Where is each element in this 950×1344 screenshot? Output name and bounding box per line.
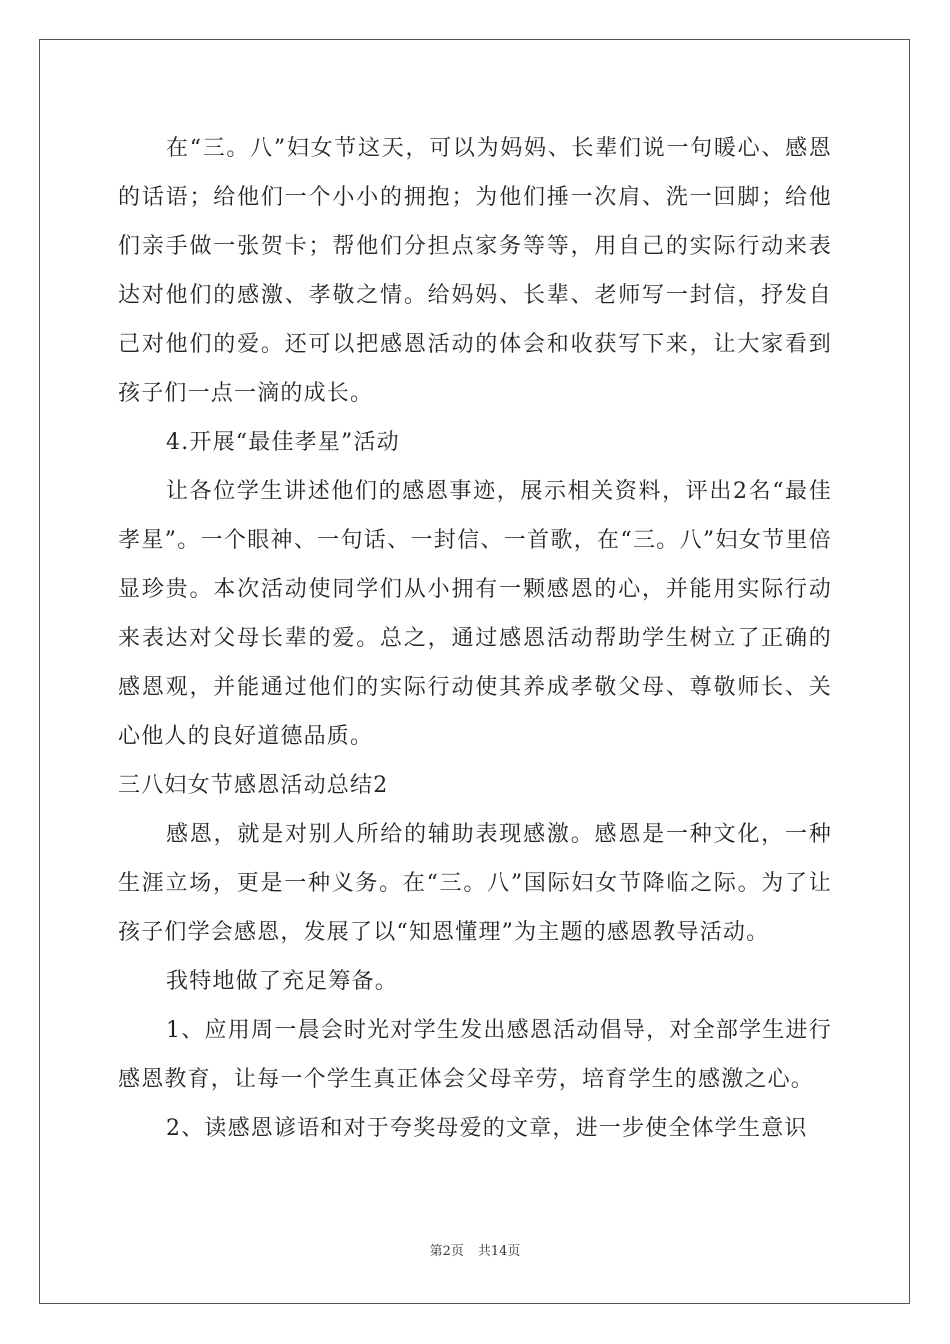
item-best-filial-star: 4.开展“最佳孝星”活动 <box>166 430 400 455</box>
paragraph-best-filial-star: 让各位学生讲述他们的感恩事迹，展示相关资料，评出2名“最佳孝星”。一个眼神、一句话、一封信、一首歌，在“三。八”妇女节里倍显珍贵。本次活动使同学们从小拥有一颗感恩的心，并能用实际行动来表达对父母长辈的爱。总之，通过感恩活动帮助学生树立了正确的感恩观，并能通过他们的实际行动使其养成孝敬父母、尊敬师长、关心他人的良好道德品质。 <box>118 479 832 749</box>
page-footer <box>0 1244 950 1260</box>
paragraph-step-1: 1、应用周一晨会时光对学生发出感恩活动倡导，对全部学生进行感恩教育，让每一个学生真正体会父母辛劳，培育学生的感激之心。 <box>118 1018 832 1092</box>
section-title-summary-2: 三八妇女节感恩活动总结2 <box>118 773 389 798</box>
paragraph-preparation: 我特地做了充足筹备。 <box>166 969 399 994</box>
paragraph-step-2: 2、读感恩谚语和对于夸奖母爱的文章，进一步使全体学生意识 <box>166 1116 808 1141</box>
document-body <box>118 124 832 1153</box>
page-number: 第2页 <box>429 1244 464 1259</box>
paragraph-thanks-actions: 在“三。八”妇女节这天，可以为妈妈、长辈们说一句暖心、感恩的话语；给他们一个小小的拥抱；为他们捶一次肩、洗一回脚；给他们亲手做一张贺卡；帮他们分担点家务等等，用自己的实际行动来表达对他们的感激、孝敬之情。给妈妈、长辈、老师写一封信，抒发自己对他们的爱。还可以把感恩活动的体会和收获写下来，让大家看到孩子们一点一滴的成长。 <box>118 136 832 406</box>
paragraph-gratitude-definition: 感恩，就是对别人所给的辅助表现感激。感恩是一种文化，一种生涯立场，更是一种义务。在“三。八”国际妇女节降临之际。为了让孩子们学会感恩，发展了以“知恩懂理”为主题的感恩教导活动。 <box>118 822 832 945</box>
page-total: 共14页 <box>477 1244 521 1259</box>
